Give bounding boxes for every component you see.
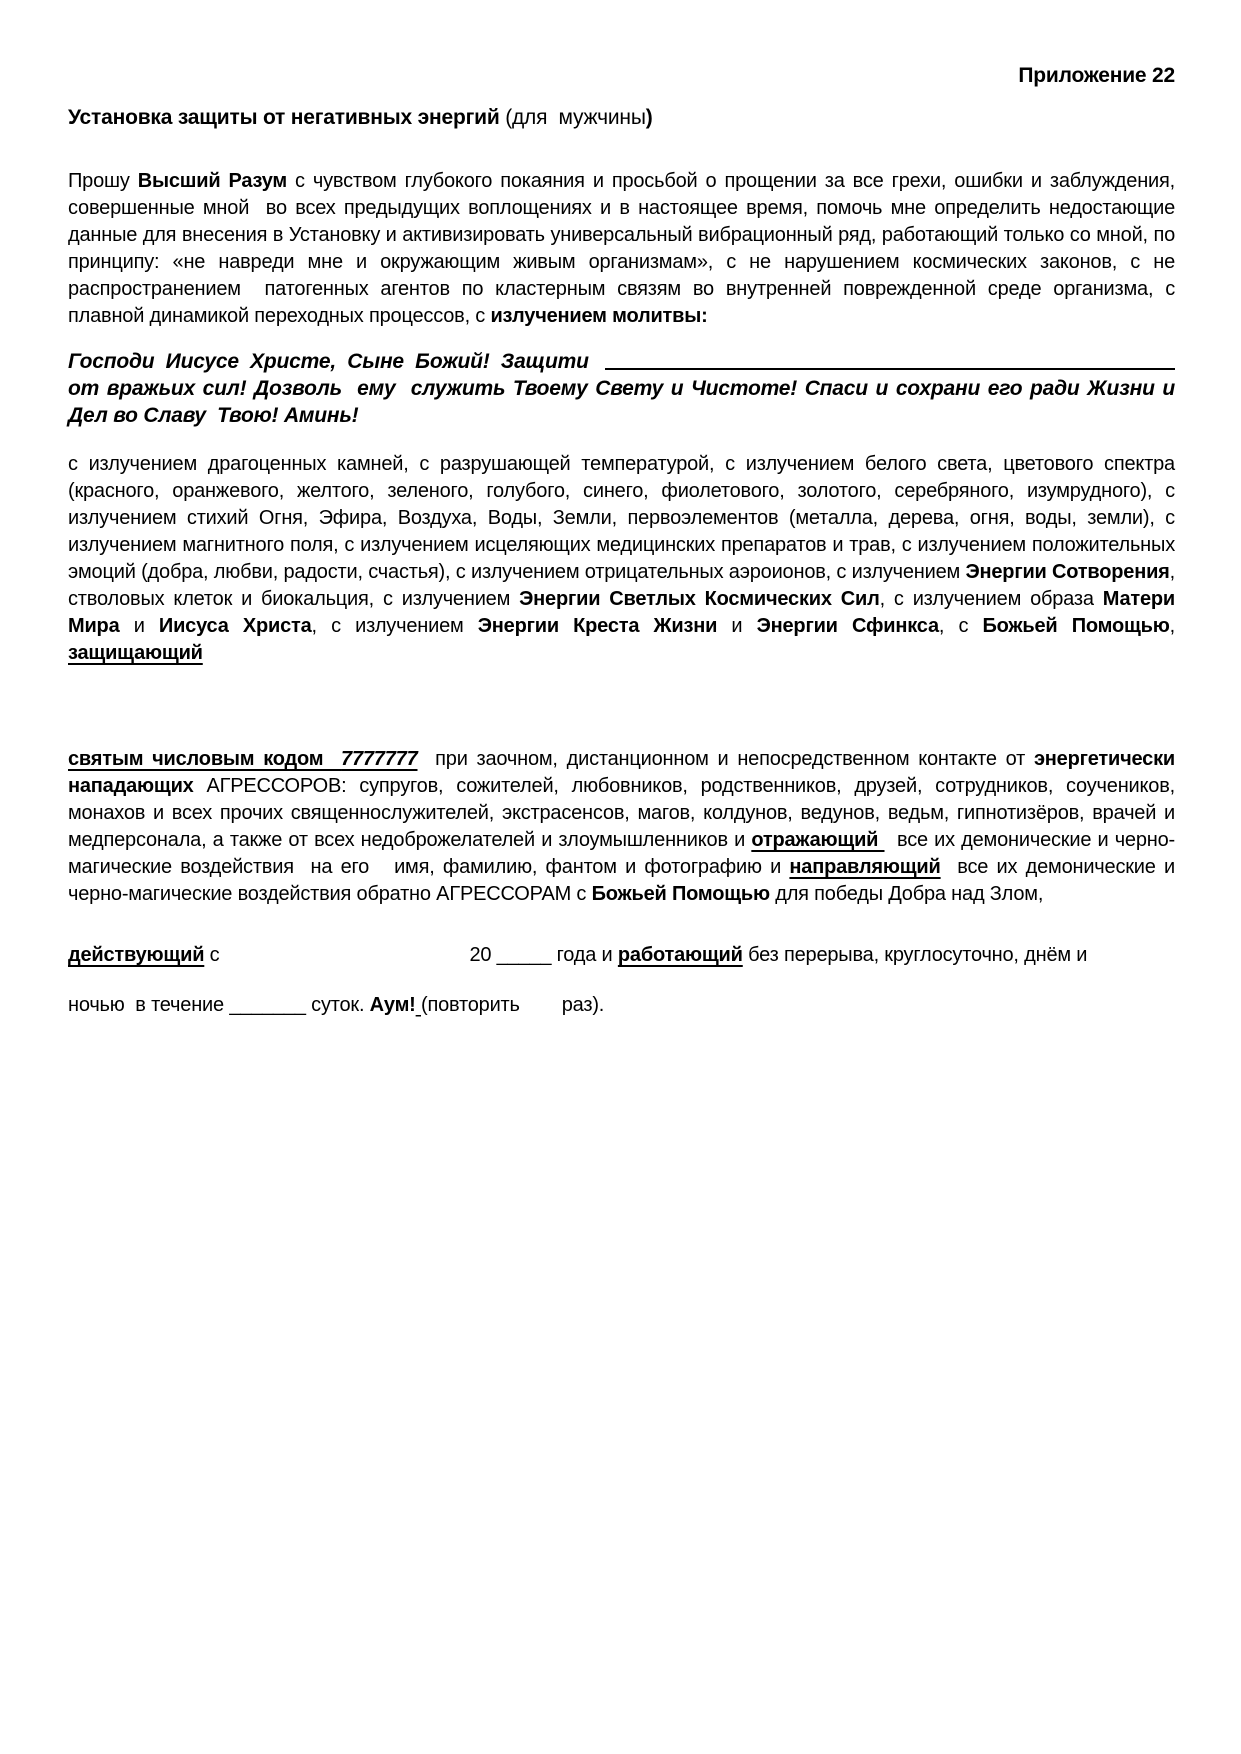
text-run: Аум!	[369, 994, 416, 1016]
document-title	[68, 104, 1175, 131]
days-blank-field: _______	[229, 994, 306, 1016]
appendix-label: Приложение 22	[1018, 64, 1175, 87]
text-run: (для мужчины	[499, 106, 646, 129]
name-blank-line	[605, 368, 1175, 370]
text-run: энергетически нападающих	[68, 748, 1181, 797]
text-run: с	[204, 944, 220, 966]
text-run: Энергии Сфинкса	[756, 615, 939, 637]
text-run: Божьей Помощью	[982, 615, 1170, 637]
text-run: работающий	[617, 944, 743, 966]
text-run: с чувством глубокого покаяния и просьбой о прощении за все грехи, ошибки и заблуждения, совершенные мной во всех предыдущих воплощениях и в настоящее время, помочь мне определить недостающие данные для внесения в Установку и активизировать универсальный вибрационный ряд, работающий только со мной, по принципу: «не навреди мне и окружающим живым организмам», с не нарушением космических законов, с не распространением патогенных агентов по кластерным связям во внутренней поврежденной среде организма, с плавной динамикой переходных процессов, с	[68, 170, 1181, 327]
text-run: (повторить	[421, 994, 520, 1016]
text-run: все их демонические и черно-магические воздействия обратно АГРЕССОРАМ с	[68, 856, 1181, 905]
text-run: , с излучением образа	[879, 588, 1103, 610]
text-run: отражающий	[751, 829, 885, 851]
text-run: ночью в течение	[68, 994, 230, 1016]
text-run: 7777777	[341, 748, 418, 770]
text-run: , с излучением	[311, 615, 478, 637]
text-run: , стволовых клеток и биокальция, с излучением	[68, 561, 1181, 610]
text-run: действующий	[68, 944, 205, 966]
text-run: с излучением драгоценных камней, с разрушающей температурой, с излучением белого света, цветового спектра (красного, оранжевого, желтого, зеленого, голубого, синего, фиолетового, золотого, серебряного, изумрудного), с излучением стихий Огня, Эфира, Воздуха, Воды, Земли, первоэлементов (металла, дерева, огня, воды, земли), с излучением магнитного поля, с излучением исцеляющих медицинских препаратов и трав, с излучением положительных эмоций (добра, любви, радости, счастья), с излучением отрицательных аэроионов, с излучением	[68, 453, 1181, 583]
holy-code-paragraph	[68, 746, 1181, 908]
text-run: без перерыва, круглосуточно, днём и	[742, 944, 1088, 966]
text-run: Иисуса Христа	[158, 615, 312, 637]
text-run: для победы Добра над Злом,	[769, 883, 1044, 905]
duration-line	[68, 992, 1175, 1019]
validity-line	[68, 942, 1175, 969]
text-run: направляющий	[789, 856, 941, 878]
text-run: , с	[938, 615, 983, 637]
text-run: суток.	[305, 994, 370, 1016]
text-run: от вражьих сил! Дозволь ему служить Твоему Свету и Чистоте! Спаси и сохрани его ради Жизни и Дел во Славу Твою! Аминь!	[68, 377, 1181, 427]
text-run: ,	[1169, 615, 1181, 637]
prayer-opening-text: Господи Иисусе Христе, Сыне Божий! Защити	[68, 350, 589, 373]
text-run: АГРЕССОРОВ: супругов, сожителей, любовников, родственников, друзей, сотрудников, соучеников, монахов и всех прочих священнослужителей, экстрасенсов, магов, колдунов, ведунов, ведьм, гипнотизёров, врачей и медперсонала, а также от всех недоброжелателей и злоумышленников и	[68, 775, 1181, 851]
prayer-continuation	[68, 375, 1181, 429]
text-run: Энергии Сотворения	[965, 561, 1170, 583]
text-run: и	[119, 615, 159, 637]
text-run: Энергии Креста Жизни	[477, 615, 718, 637]
text-run: Установка защиты от негативных энергий	[68, 106, 500, 129]
text-run: Энергии Светлых Космических Сил	[519, 588, 880, 610]
radiation-list-paragraph	[68, 451, 1181, 667]
text-run: Божьей Помощью	[591, 883, 770, 905]
year-blank-field: _____	[496, 944, 552, 966]
text-run: святым числовым кодом	[68, 748, 342, 770]
text-run: 20	[469, 944, 497, 966]
text-run: )	[645, 106, 653, 129]
text-run: Прошу	[68, 170, 138, 192]
text-run: года и	[551, 944, 618, 966]
text-run: при заочном, дистанционном и непосредственном контакте от	[417, 748, 1034, 770]
text-run: Высший Разум	[137, 170, 288, 192]
text-run: излучением молитвы:	[490, 305, 708, 327]
intro-paragraph	[68, 168, 1181, 330]
prayer-line-1	[68, 348, 1175, 375]
text-run: защищающий	[68, 642, 203, 664]
text-run: Матери Мира	[68, 588, 1181, 637]
text-run: раз).	[561, 994, 605, 1016]
text-run: все их демонические и черно-магические воздействия на его имя, фамилию, фантом и фотографию и	[68, 829, 1175, 878]
text-run: и	[717, 615, 757, 637]
